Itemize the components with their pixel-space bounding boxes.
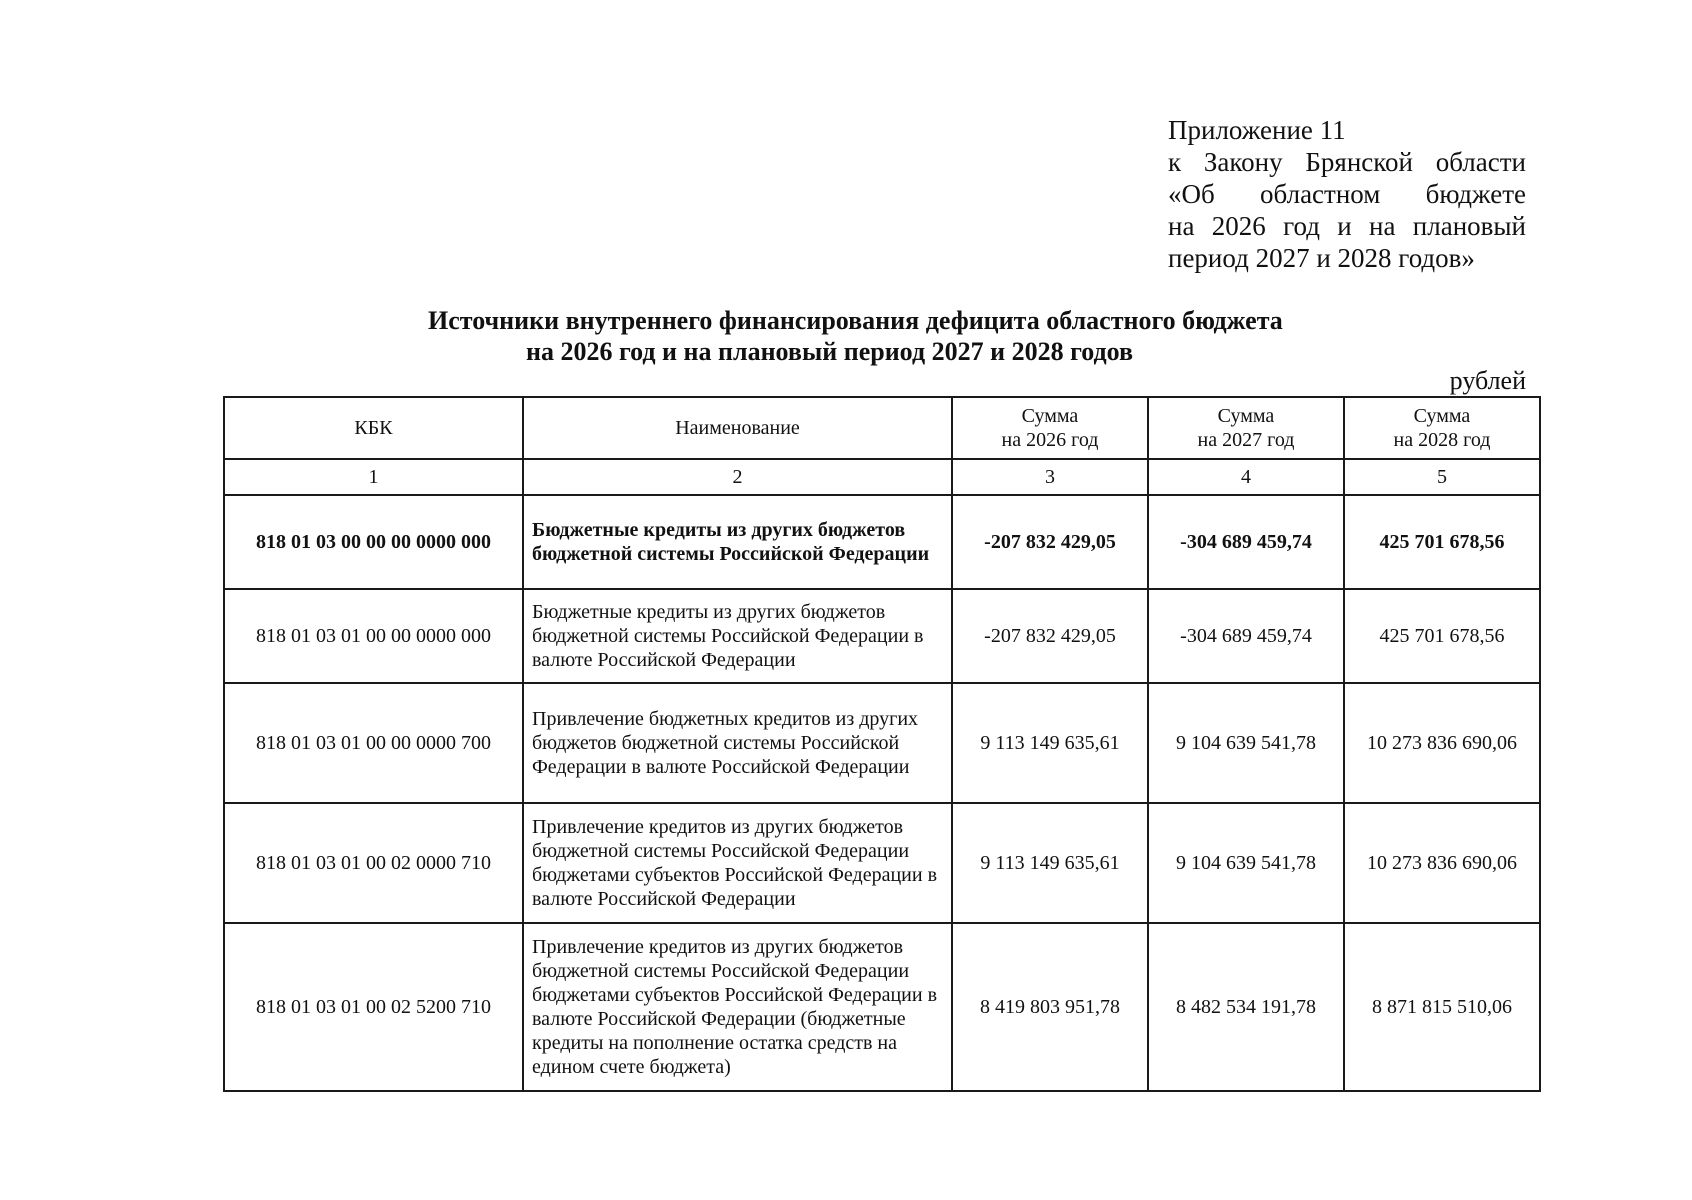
name-cell: Привлечение кредитов из других бюджетов бюджетной системы Российской Федерации бюджетами субъектов Российской Федерации в валюте Российской Федерации bbox=[523, 803, 952, 923]
table-row bbox=[224, 923, 1540, 1091]
column-number: 2 bbox=[523, 459, 952, 495]
column-number: 4 bbox=[1148, 459, 1344, 495]
appendix-law-title-line-3: период 2027 и 2028 годов» bbox=[1168, 243, 1475, 273]
column-number-row bbox=[224, 459, 1540, 495]
kbk-cell: 818 01 03 00 00 00 0000 000 bbox=[224, 495, 523, 589]
header-sum-2027-year: на 2027 год bbox=[1197, 429, 1295, 451]
appendix-law-title-line-2: на 2026 год и на плановый bbox=[1168, 211, 1526, 241]
column-number: 5 bbox=[1344, 459, 1540, 495]
sum-2028-cell: 10 273 836 690,06 bbox=[1344, 803, 1540, 923]
table-row bbox=[224, 589, 1540, 683]
header-sum-2026-label: Сумма bbox=[1021, 405, 1079, 427]
table-row bbox=[224, 683, 1540, 803]
document-title-line-2: на 2026 год и на плановый период 2027 и 2028 годов bbox=[526, 337, 1134, 366]
sum-2026-cell: -207 832 429,05 bbox=[952, 495, 1148, 589]
units-label: рублей bbox=[1449, 366, 1526, 395]
kbk-cell: 818 01 03 01 00 00 0000 000 bbox=[224, 589, 523, 683]
kbk-cell: 818 01 03 01 00 00 0000 700 bbox=[224, 683, 523, 803]
sum-2027-cell: 8 482 534 191,78 bbox=[1148, 923, 1344, 1091]
header-sum-2028-year: на 2028 год bbox=[1393, 429, 1491, 451]
sum-2028-cell: 8 871 815 510,06 bbox=[1344, 923, 1540, 1091]
sum-2027-cell: -304 689 459,74 bbox=[1148, 495, 1344, 589]
sum-2027-cell: 9 104 639 541,78 bbox=[1148, 683, 1344, 803]
appendix-reference bbox=[1168, 114, 1526, 274]
kbk-cell: 818 01 03 01 00 02 0000 710 bbox=[224, 803, 523, 923]
header-kbk: КБК bbox=[224, 397, 523, 459]
header-sum-2027 bbox=[1148, 397, 1344, 459]
sum-2028-cell: 425 701 678,56 bbox=[1344, 589, 1540, 683]
appendix-law-line: к Закону Брянской области bbox=[1168, 147, 1526, 177]
sum-2027-cell: 9 104 639 541,78 bbox=[1148, 803, 1344, 923]
column-number: 3 bbox=[952, 459, 1148, 495]
header-sum-2026 bbox=[952, 397, 1148, 459]
table-row bbox=[224, 495, 1540, 589]
sum-2028-cell: 10 273 836 690,06 bbox=[1344, 683, 1540, 803]
kbk-cell: 818 01 03 01 00 02 5200 710 bbox=[224, 923, 523, 1091]
column-number: 1 bbox=[224, 459, 523, 495]
sum-2026-cell: 8 419 803 951,78 bbox=[952, 923, 1148, 1091]
table-header-row bbox=[224, 397, 1540, 459]
sum-2027-cell: -304 689 459,74 bbox=[1148, 589, 1344, 683]
sum-2026-cell: 9 113 149 635,61 bbox=[952, 803, 1148, 923]
document-title-line-1: Источники внутреннего финансирования дефицита областного бюджета bbox=[428, 306, 1283, 335]
sum-2028-cell: 425 701 678,56 bbox=[1344, 495, 1540, 589]
appendix-law-title-line-1: «Об областном бюджете bbox=[1168, 179, 1526, 209]
header-sum-2028-label: Сумма bbox=[1413, 405, 1471, 427]
header-sum-2028 bbox=[1344, 397, 1540, 459]
appendix-number: Приложение 11 bbox=[1168, 115, 1346, 145]
table-row bbox=[224, 803, 1540, 923]
header-sum-2026-year: на 2026 год bbox=[1001, 429, 1099, 451]
sum-2026-cell: -207 832 429,05 bbox=[952, 589, 1148, 683]
header-name: Наименование bbox=[523, 397, 952, 459]
name-cell: Бюджетные кредиты из других бюджетов бюджетной системы Российской Федерации bbox=[523, 495, 952, 589]
name-cell: Привлечение бюджетных кредитов из других бюджетов бюджетной системы Российской Федерации в валюте Российской Федерации bbox=[523, 683, 952, 803]
document-title bbox=[300, 305, 1450, 367]
sum-2026-cell: 9 113 149 635,61 bbox=[952, 683, 1148, 803]
financing-sources-table bbox=[223, 396, 1541, 1092]
name-cell: Привлечение кредитов из других бюджетов бюджетной системы Российской Федерации бюджетами субъектов Российской Федерации в валюте Российской Федерации (бюджетные кредиты на пополнение остатка средств на едином счете бюджета) bbox=[523, 923, 952, 1091]
header-sum-2027-label: Сумма bbox=[1217, 405, 1275, 427]
name-cell: Бюджетные кредиты из других бюджетов бюджетной системы Российской Федерации в валюте Российской Федерации bbox=[523, 589, 952, 683]
